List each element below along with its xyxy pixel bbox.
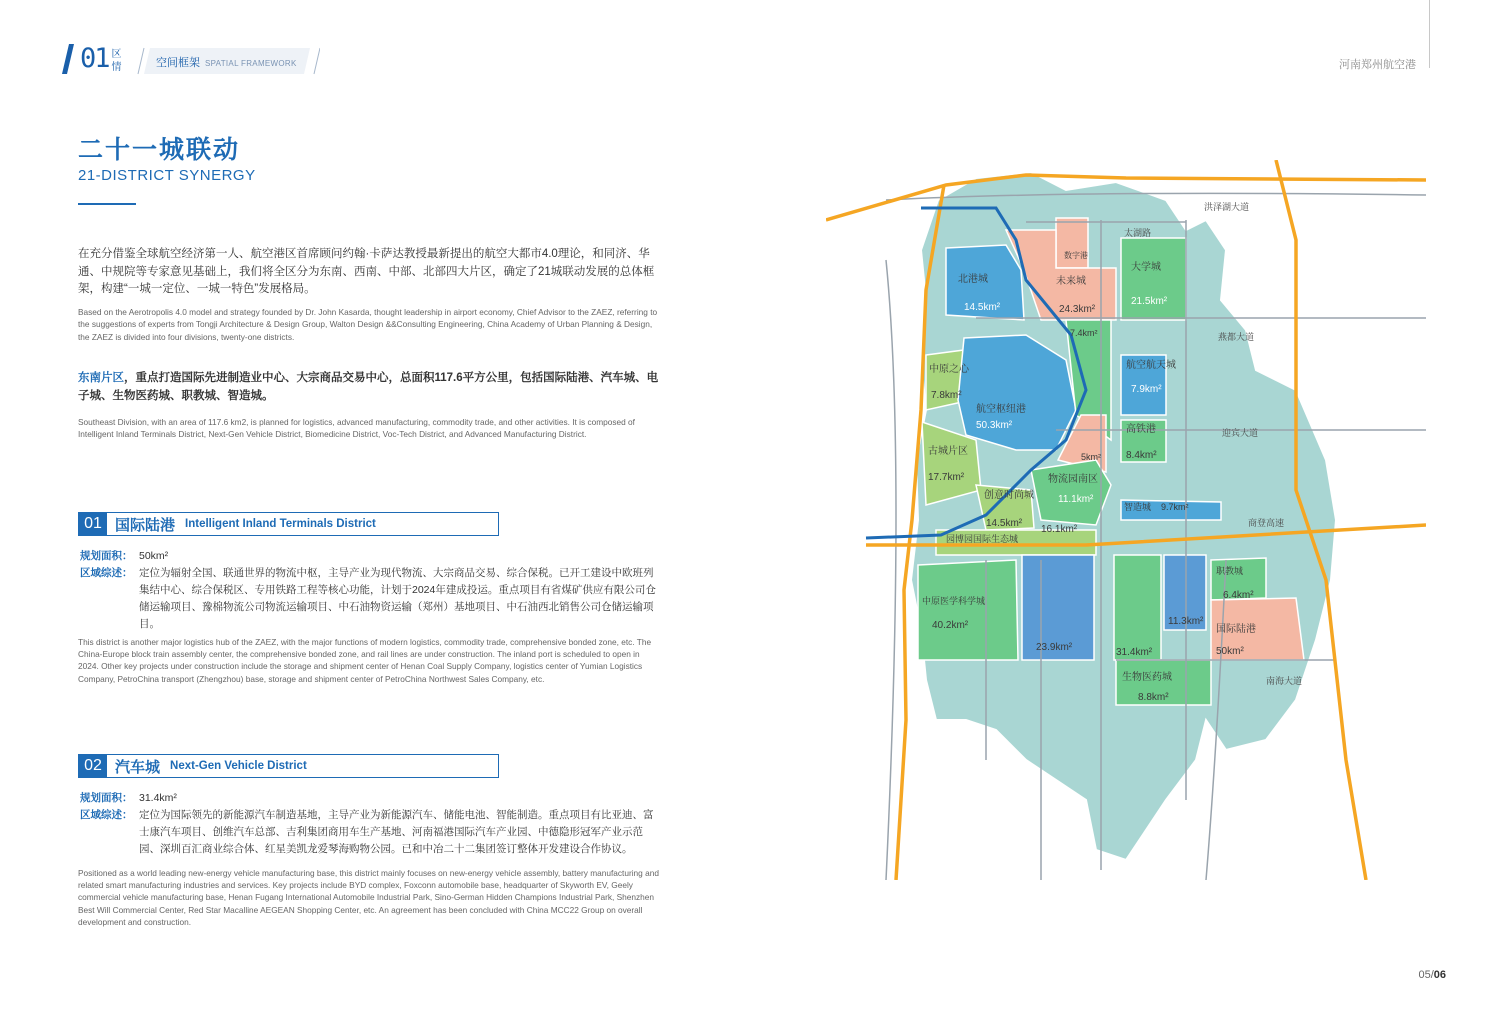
map-area-未来城: 24.3km² [1059,304,1096,315]
area-value: 31.4km² [139,792,177,804]
map-road-label-hongzehu: 洪泽湖大道 [1204,202,1250,212]
map-area-国际陆港: 50km² [1216,646,1244,657]
map-area-大学城: 21.5km² [1131,296,1168,307]
district-name-en: Next-Gen Vehicle District [170,760,307,772]
area-label: 规划面积： [80,550,133,562]
section-label-line-2: 情 [111,62,122,73]
header-tab-cn: 空间框架 [156,57,200,69]
district-02-desc-en: Positioned as a world leading new-energy vehicle manufacturing base, this district mainly focuses on new-energy vehicle assembly, battery manufacturing and related smart manufacturing industries and services. Key projects include BYD complex, Foxconn automobile base, headquarter of Skyworth EV, Geely commercial vehicle manufacturing base, Henan Fugang International Automobile Industrial Park, Sino-German Hidden Champions Industrial Park, Shenzhen Best Will Commercial Center, Red Star Macalline AEGEAN Shopping Center, etc. An agreement has been concluded with China MCC22 Group on overall development and construction. [78,868,659,927]
page-next: 06 [1433,969,1446,981]
page-subtitle: 21-DISTRICT SYNERGY [78,167,256,184]
page-current: 05/ [1418,969,1434,981]
map-district-汽车城 [1114,555,1161,660]
district-02-area [80,790,662,807]
map-area-汽车城: 31.4km² [1116,647,1153,658]
section-label-line-1: 区 [111,49,122,60]
district-02-desc [80,807,662,858]
district-name-cn: 汽车城 [115,758,161,776]
title-underline [78,203,136,205]
header-tab [156,54,297,70]
desc-text: 定位为辐射全国、联通世界的物流中枢，主导产业为现代物流、大宗商品交易、综合保税。已开工建设中欧班列集结中心、综合保税区、专用铁路工程等核心功能，计划于2024年建成投运。重点项目有省煤矿供应有限公司仓储运输项目、豫棉物流公司物流运输项目、中石油物资运输（郑州）基地项目、中石油西北销售公司仓储运输项目。 [139,567,656,630]
page-title: 二十一城联动 [78,136,241,164]
map-district-中原医学科学城 [918,560,1018,660]
desc-label: 区域综述： [80,809,133,821]
header-slash-mark [62,44,74,74]
area-value: 50km² [139,550,169,562]
map-label-大学城: 大学城 [1131,262,1161,273]
map-road-label-yingbin: 迎宾大道 [1222,428,1259,438]
district-01-desc [80,565,662,633]
map-road-label-taihu: 太湖路 [1124,228,1152,238]
section-label [111,48,122,74]
map-area-高铁港: 8.4km² [1126,450,1157,461]
map-area-电子城: 11.3km² [1168,616,1204,627]
map-area-大河村: 23.9km² [1036,642,1073,653]
map-label-中原之心: 中原之心 [929,364,969,375]
map-label-航空枢纽港: 航空枢纽港 [976,404,1026,415]
map-label-航空航天城: 航空航天城 [1126,360,1176,371]
district-number: 01 [79,513,107,535]
map-label-创意时尚城: 创意时尚城 [984,490,1034,501]
map-area-中原之心: 7.8km² [931,390,962,401]
map-area-园博园: 16.1km² [1041,524,1078,535]
map-label-北港城: 北港城 [958,274,988,285]
area-label: 规划面积： [80,792,133,804]
intro-cn: 在充分借鉴全球航空经济第一人、航空港区首席顾问约翰·卡萨达教授最新提出的航空大都市4.0理论，和同济、华通、中规院等专家意见基础上，我们将全区分为东南、西南、中部、北部四大片区，确定了21城联动发展的总体框架，构建“一城一定位、一城一特色”发展格局。 [78,248,655,295]
district-number: 02 [79,755,107,777]
map-label-国际陆港: 国际陆港 [1216,624,1256,635]
district-name-en: Intelligent Inland Terminals District [185,518,376,530]
desc-label: 区域综述： [80,567,133,579]
header-divider [1429,0,1430,68]
map-area-智造城: 9.7km² [1161,502,1189,512]
section-number: 01 [80,43,109,74]
southeast-text: ，重点打造国际先进制造业中心、大宗商品交易中心，总面积117.6平方公里，包括国际陆港、汽车城、电子城、生物医药城、职教城、智造城。 [78,372,659,402]
map-label-数字港: 数字港 [1064,251,1088,260]
southeast-label: 东南片区 [78,372,124,384]
map-label-职教城: 职教城 [1216,566,1244,576]
map-area-中原医学科学城: 40.2km² [932,620,969,631]
map-area-职教城: 6.4km² [1223,590,1254,601]
district-map-svg [826,160,1426,880]
map-label-未来城: 未来城 [1056,276,1086,287]
map-area-数字港: 7.4km² [1070,328,1098,338]
intro-en: Based on the Aerotropolis 4.0 model and strategy founded by Dr. John Kasarda, thought leadership in airport economy, Chief Advisor to the ZAEZ, referring to the suggestions of experts from Tongji Architecture & Design Group, Walton Design &&Consulting Engineering, China Academy of Urban Planning & Design, the ZAEZ is divided into four divisions, twenty-one districts. [78,307,658,342]
map-road-label-shangdeng: 商登高速 [1248,518,1285,528]
map-area-古城片区: 17.7km² [928,472,965,483]
map-label-古城片区: 古城片区 [928,446,968,457]
map-road-rail [886,260,896,880]
map-area-会展城: 5km² [1081,452,1101,462]
brand-label: 河南郑州航空港 [1339,59,1416,71]
district-02-heading [78,754,499,778]
district-name-cn: 国际陆港 [115,516,176,534]
southeast-summary-en: Southeast Division, with an area of 117.6 km2, is planned for logistics, advanced manufacturing, commodity trade, and other activities. It is composed of Intelligent Inland Terminals District, Next-Gen Vehicle District, Biomedicine District, Voc-Tech District, and Advanced Manufacturing District. [78,417,635,440]
district-01-heading [78,512,499,536]
desc-text: 定位为国际领先的新能源汽车制造基地，主导产业为新能源汽车、储能电池、智能制造。重点项目有比亚迪、富士康汽车项目、创维汽车总部、吉利集团商用车生产基地、河南福港国际汽车产业园、中德隐形冠军产业示范园、深圳百汇商业综合体、红星美凯龙爱琴海购物公园。已和中冶二十二集团签订整体开发建设合作协议。 [139,809,654,855]
map-label-生物医药城: 生物医药城 [1122,672,1172,683]
map-area-物流园南区: 11.1km² [1058,494,1094,505]
district-01-desc-en: This district is another major logistics hub of the ZAEZ, with the major functions of modern logistics, commodity trade, comprehensive bonded zone, etc. The China-Europe block train assembly center, the comprehensive bonded zone, and rail lines are under construction. The inland port is scheduled to open in 2024. Other key projects under construction include the storage and shipment center of Henan Coal Supply Company, logistics center of Yumian Logistics Company, PetroChina transport (Zhengzhou) base, storage and shipment center of PetroChina Northwest Sales Company, etc. [78,637,652,684]
map-district-数字港 [1056,218,1088,268]
map-label-中原医学科学城: 中原医学科学城 [922,596,986,606]
district-map [826,160,1426,880]
map-label-物流园南区: 物流园南区 [1048,474,1098,485]
map-district-物流园南区 [1031,460,1111,525]
map-district-大学城 [1121,238,1186,320]
header-tab-en: SPATIAL FRAMEWORK [205,59,297,68]
map-area-创意时尚城: 14.5km² [986,518,1023,529]
district-01-area [80,548,662,565]
map-road-label-nanhai: 南海大道 [1266,676,1303,686]
southeast-summary-cn [78,370,662,405]
map-label-园博园国际生态城: 园博园国际生态城 [946,534,1019,544]
map-area-北港城: 14.5km² [964,302,1001,313]
page-number [1418,969,1446,981]
map-label-高铁港: 高铁港 [1126,424,1156,435]
map-area-生物医药城: 8.8km² [1138,692,1169,703]
map-area-航空枢纽港: 50.3km² [976,420,1013,431]
map-area-航空航天城: 7.9km² [1131,384,1162,395]
map-label-智造城: 智造城 [1124,502,1152,512]
map-road-label-yandu: 燕都大道 [1218,332,1255,342]
